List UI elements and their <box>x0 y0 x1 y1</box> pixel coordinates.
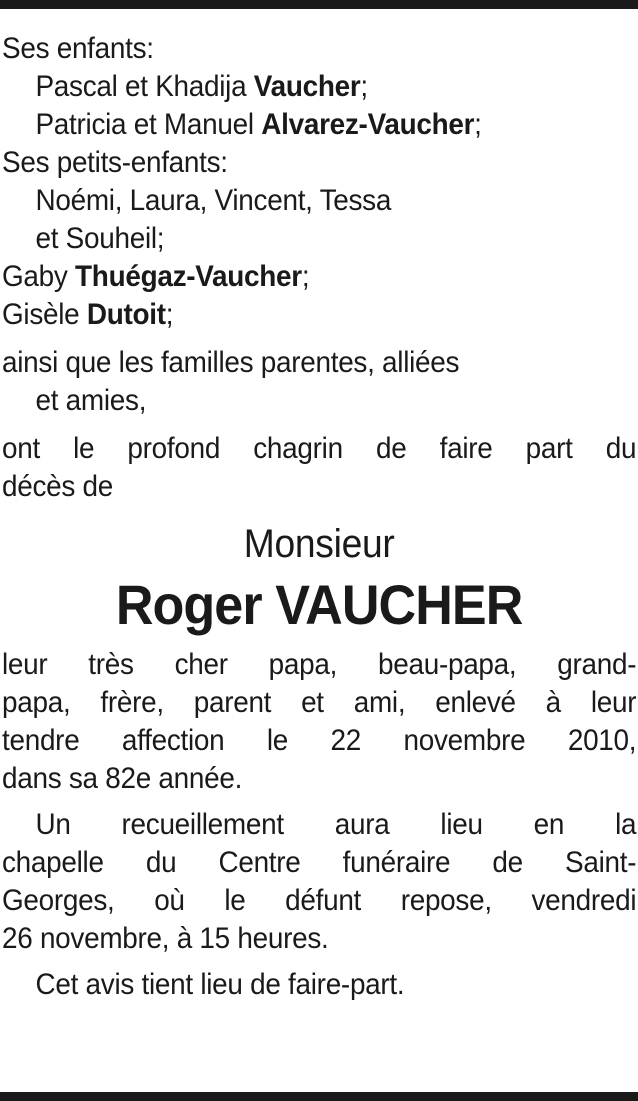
relative-surname: Dutoit <box>86 298 166 331</box>
obituary-text <box>2 30 636 1004</box>
deceased-name: Roger VAUCHER <box>115 573 523 636</box>
top-border-rule <box>0 0 638 9</box>
body-line: leur très cher papa, beau-papa, grand- <box>2 648 637 681</box>
grandchildren-heading: Ses petits-enfants: <box>2 146 228 179</box>
ceremony-line: chapelle du Centre funéraire de Saint- <box>2 846 637 879</box>
body-line: tendre affection le 22 novembre 2010, <box>2 724 637 757</box>
ceremony-line: Un recueillement aura lieu en la <box>35 808 637 841</box>
grandchildren-names: Noémi, Laura, Vincent, Tessa <box>35 184 392 217</box>
children-heading: Ses enfants: <box>2 32 154 65</box>
child-surname: Vaucher <box>253 70 361 103</box>
child-surname: Alvarez-Vaucher <box>261 108 475 141</box>
announcement-line: ont le profond chagrin de faire part du <box>2 432 637 465</box>
announcement-line-cont: décès de <box>2 470 114 503</box>
relatives-line: ainsi que les familles parentes, alliées <box>2 346 460 379</box>
notice-line: Cet avis tient lieu de faire-part. <box>35 968 405 1001</box>
ceremony-line: 26 novembre, à 15 heures. <box>2 922 329 955</box>
other-relative: Gaby Thuégaz-Vaucher; <box>2 260 310 293</box>
honorific: Monsieur <box>243 522 395 566</box>
relatives-line-cont: et amies, <box>35 384 147 417</box>
ceremony-line: Georges, où le défunt repose, vendredi <box>2 884 637 917</box>
child-entry: Patricia et Manuel Alvarez-Vaucher; <box>35 108 482 141</box>
bottom-border-rule <box>0 1092 638 1101</box>
relative-surname: Thuégaz-Vaucher <box>75 260 302 293</box>
child-entry: Pascal et Khadija Vaucher; <box>35 70 368 103</box>
body-line: dans sa 82e année. <box>2 762 243 795</box>
body-line: papa, frère, parent et ami, enlevé à leur <box>2 686 637 719</box>
other-relative: Gisèle Dutoit; <box>2 298 174 331</box>
grandchildren-names-cont: et Souheil; <box>35 222 165 255</box>
